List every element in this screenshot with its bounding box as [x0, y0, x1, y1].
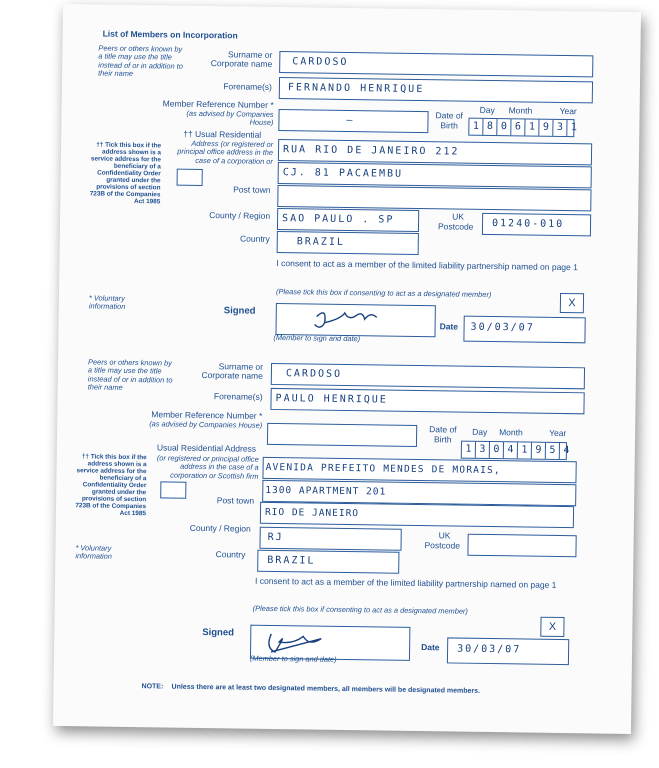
dob-digit: 3: [475, 442, 489, 458]
surname-value: CARDOSO: [285, 368, 343, 380]
post-town-label: Post town: [216, 495, 255, 506]
voluntary-note: * Voluntary information: [75, 543, 112, 562]
please-tick-note: (Please tick this box if consenting to act as a designated member): [276, 287, 492, 300]
forenames-value: FERNANDO HENRIQUE: [287, 82, 425, 96]
service-address-checkbox[interactable]: [177, 169, 203, 186]
voluntary-note: * Voluntary information: [88, 293, 126, 312]
uk-label: UK: [438, 530, 451, 541]
consent-text: I consent to act as a member of the limited liability partnership named on page 1: [254, 575, 557, 590]
month-label: Month: [499, 427, 523, 438]
date-value: 30/03/07: [457, 643, 522, 656]
dob-digit: 0: [489, 442, 503, 458]
country-label: Country: [215, 549, 246, 560]
country-value: BRAZIL: [296, 236, 345, 248]
tick-note: †† Tick this box if the address shown is a service address for the beneficiary of a Confidentiality Order granted under the provisions of section 723B of the Companies Act 1985: [75, 453, 147, 518]
county-label: County / Region: [189, 522, 251, 534]
member-sign-note: (Member to sign and date): [249, 653, 337, 664]
member-ref-label: Member Reference Number *: [162, 98, 274, 110]
county-label: County / Region: [209, 210, 271, 221]
dob-digit: 1: [524, 119, 538, 135]
date-label: Date: [439, 321, 459, 332]
county-value: SAO PAULO . SP: [282, 213, 395, 226]
year-label: Year: [559, 105, 577, 117]
address-line-1-value: RUA RIO DE JANEIRO 212: [282, 144, 460, 158]
signature-scribble: [276, 304, 434, 336]
dob-digit: 6: [510, 119, 524, 135]
member-sign-note: (Member to sign and date): [273, 332, 361, 344]
form-title: List of Members on Incorporation: [102, 28, 238, 41]
member-ref-value: –: [346, 114, 355, 127]
dob-digit: 8: [482, 119, 496, 135]
surname-value: CARDOSO: [292, 56, 349, 68]
dob-digit: 5: [545, 443, 559, 459]
forenames-value: PAULO HENRIQUE: [275, 393, 388, 406]
dob-field[interactable]: [461, 441, 570, 460]
member-ref-label: Member Reference Number *: [151, 409, 263, 421]
month-label: Month: [508, 105, 533, 116]
designated-member-checkbox[interactable]: X: [540, 617, 564, 637]
signed-label: Signed: [202, 627, 235, 639]
tick-note: †† Tick this box if the address shown is a service address for the beneficiary of a Confidentiality Order granted under the provisions of section 723B of the Companies Act 1985: [89, 141, 162, 206]
member-ref-note: (as advised by Companies House): [186, 108, 274, 128]
day-label: Day: [479, 104, 495, 116]
dob-label-2: Birth: [433, 434, 452, 445]
corporate-name-label: Corporate name: [201, 369, 263, 381]
address-line-2-value: CJ. 81 PACAEMBU: [282, 167, 404, 180]
address-line-2-value: 1300 APARTMENT 201: [265, 484, 387, 498]
corporate-name-label: Corporate name: [210, 58, 273, 69]
consent-text: I consent to act as a member of the limited liability partnership named on page 1: [276, 258, 578, 273]
dob-label: Date of: [429, 424, 457, 435]
postcode-label: Postcode: [437, 221, 474, 232]
surname-label: Surname or: [218, 361, 264, 372]
address-line-1-value: AVENIDA PREFEITO MENDES DE MORAIS,: [265, 461, 501, 477]
country-label: Country: [239, 233, 270, 244]
year-label: Year: [549, 427, 567, 439]
dob-digit: 1: [566, 120, 580, 136]
usual-address-label: †† Usual Residential: [183, 128, 262, 140]
post-town-value: RIO DE JANEIRO: [264, 506, 360, 520]
address-note: Address (or registered or principal office address in the case of a corporation or: [177, 138, 274, 166]
forenames-label: Forename(s): [223, 81, 273, 92]
postcode-field[interactable]: [467, 534, 576, 558]
dob-digit: 9: [538, 120, 552, 136]
postcode-label: Postcode: [424, 540, 461, 551]
signed-label: Signed: [223, 305, 256, 317]
country-value: BRAZIL: [267, 554, 316, 567]
member-ref-field[interactable]: [267, 423, 417, 447]
signature-field[interactable]: [275, 303, 435, 337]
surname-label: Surname or: [227, 49, 273, 60]
dob-label: Date of: [435, 110, 464, 121]
county-value: RJ: [267, 531, 284, 544]
designated-member-checkbox[interactable]: X: [560, 293, 584, 313]
dob-digit: 9: [531, 443, 545, 459]
post-town-field[interactable]: [277, 185, 591, 211]
dob-digit: 1: [517, 442, 531, 458]
dob-digit: 0: [496, 119, 510, 135]
peers-note: Peers or others known by a title may use the title instead of or in addition to their name: [98, 43, 183, 78]
address-note: (or registered or principal office address in the case of a corporation or Scottish firm: [156, 453, 259, 481]
dob-digit: 4: [503, 442, 517, 458]
member-ref-note: (as advised by Companies House): [149, 419, 263, 430]
post-town-label: Post town: [233, 184, 271, 195]
form-sheet: [53, 4, 641, 734]
forenames-label: Forename(s): [213, 391, 263, 402]
dob-digit: 4: [559, 443, 573, 459]
day-label: Day: [472, 426, 488, 437]
dob-label-2: Birth: [440, 120, 458, 131]
usual-address-label: Usual Residential Address: [156, 442, 257, 454]
note-text: Unless there are at least two designated members, all members will be designated members.: [171, 683, 481, 695]
please-tick-note: (Please tick this box if consenting to act as a designated member): [252, 603, 468, 616]
uk-label: UK: [452, 211, 465, 222]
dob-field[interactable]: [468, 118, 577, 137]
dob-digit: 1: [465, 443, 472, 455]
note-label: NOTE:: [141, 683, 164, 691]
date-value: 30/03/07: [470, 321, 535, 334]
date-label: Date: [421, 642, 440, 653]
dob-digit: 3: [552, 120, 566, 136]
peers-note: Peers or others known by a title may use the title instead of or in addition to their name: [87, 357, 173, 392]
dob-digit: 1: [472, 120, 479, 132]
postcode-value: 01240-010: [491, 218, 565, 231]
